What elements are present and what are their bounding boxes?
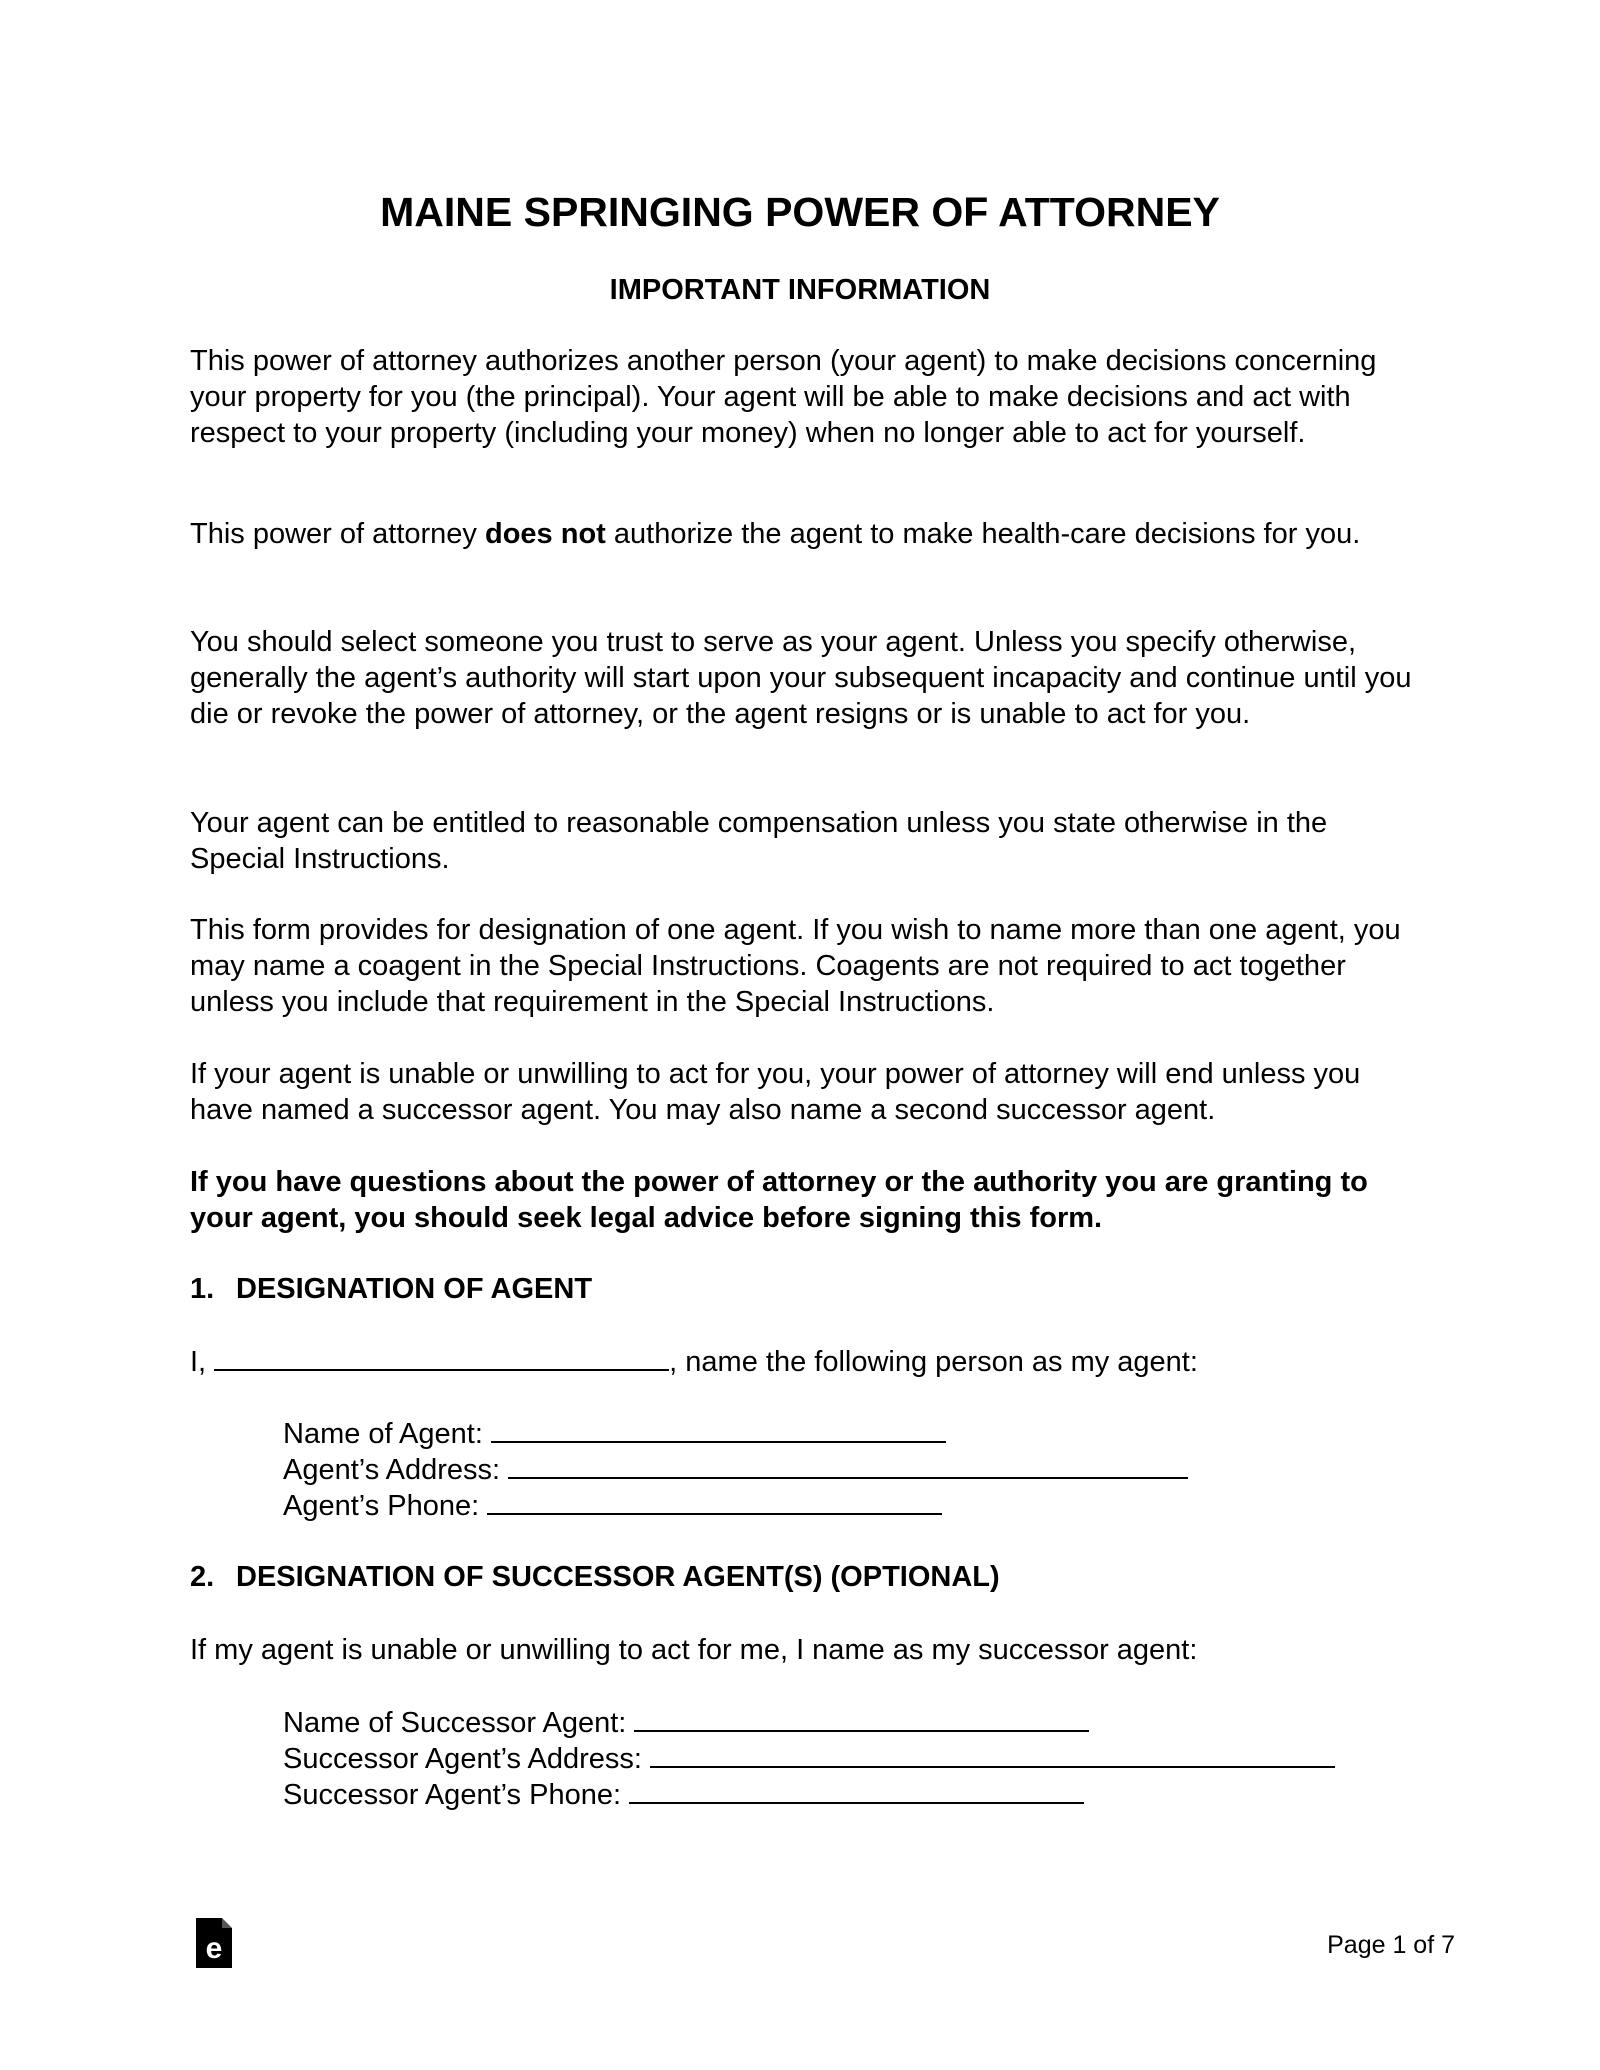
paragraph-compensation: Your agent can be entitled to reasonable compensation unless you state otherwise in the Special Instructions. xyxy=(190,807,1328,875)
paragraph-successor: If your agent is unable or unwilling to act for you, your power of attorney will end unless you have named a successor agent. You may also name a second successor agent. xyxy=(190,1058,1361,1126)
page-number: Page 1 of 7 xyxy=(1327,1931,1455,1959)
paragraph-health-care-bold: does not xyxy=(484,518,606,550)
document-subtitle: IMPORTANT INFORMATION xyxy=(609,274,991,306)
successor-phone-field[interactable] xyxy=(629,1776,1084,1804)
agent-phone-label: Agent’s Phone: xyxy=(283,1490,488,1522)
successor-name-field[interactable] xyxy=(634,1704,1089,1732)
agent-address-line xyxy=(283,1451,1188,1488)
paragraph-legal-advice: If you have questions about the power of attorney or the authority you are granting to your agent, you should seek legal advice before signing this form. xyxy=(190,1166,1368,1234)
svg-text:e: e xyxy=(205,1932,223,1965)
successor-address-line xyxy=(283,1740,1335,1777)
section-1-number: 1. xyxy=(190,1273,215,1305)
paragraph-select-agent: You should select someone you trust to serve as your agent. Unless you specify otherwise, generally the agent’s authority will start upon your subsequent incapacity and continue until you die or revoke the power of attorney, or the agent resigns or is unable to act for you. xyxy=(190,626,1412,730)
agent-name-line xyxy=(283,1415,946,1452)
document-title: MAINE SPRINGING POWER OF ATTORNEY xyxy=(380,189,1220,235)
agent-address-label: Agent’s Address: xyxy=(283,1454,509,1486)
agent-address-field[interactable] xyxy=(508,1451,1188,1479)
paragraph-health-care xyxy=(190,516,1430,552)
section-1-title: DESIGNATION OF AGENT xyxy=(236,1273,593,1305)
agent-name-field[interactable] xyxy=(491,1415,946,1443)
principal-prefix: I, xyxy=(190,1346,215,1378)
paragraph-agent-authorization: This power of attorney authorizes another person (your agent) to make decisions concerning your property for you (the principal). Your agent will be able to make decisions and act with respect to your property (including your money) when no longer able to act for yourself. xyxy=(190,345,1377,449)
principal-name-line xyxy=(190,1343,1430,1380)
section-2-heading xyxy=(190,1559,1000,1595)
section-2-title: DESIGNATION OF SUCCESSOR AGENT(S) (OPTIONAL) xyxy=(236,1561,1000,1593)
successor-phone-line xyxy=(283,1776,1084,1813)
principal-suffix: , name the following person as my agent: xyxy=(669,1346,1198,1378)
successor-name-line xyxy=(283,1704,1089,1741)
paragraph-health-care-before: This power of attorney xyxy=(190,518,485,550)
section-2-number: 2. xyxy=(190,1561,215,1593)
successor-phone-label: Successor Agent’s Phone: xyxy=(283,1779,630,1811)
successor-address-label: Successor Agent’s Address: xyxy=(283,1743,651,1775)
agent-name-label: Name of Agent: xyxy=(283,1418,491,1450)
successor-name-label: Name of Successor Agent: xyxy=(283,1707,635,1739)
paragraph-health-care-after: authorize the agent to make health-care decisions for you. xyxy=(605,518,1361,550)
successor-address-field[interactable] xyxy=(650,1740,1335,1768)
paragraph-coagents: This form provides for designation of one agent. If you wish to name more than one agent, you may name a coagent in the Special Instructions. Coagents are not required to act together unless you include that requirement in the Special Instructions. xyxy=(190,914,1401,1018)
principal-name-field[interactable] xyxy=(214,1343,669,1371)
section-1-heading xyxy=(190,1271,592,1307)
agent-phone-field[interactable] xyxy=(487,1487,942,1515)
agent-phone-line xyxy=(283,1487,942,1524)
eforms-logo-icon xyxy=(196,1918,232,1968)
successor-intro: If my agent is unable or unwilling to act for me, I name as my successor agent: xyxy=(190,1634,1198,1666)
